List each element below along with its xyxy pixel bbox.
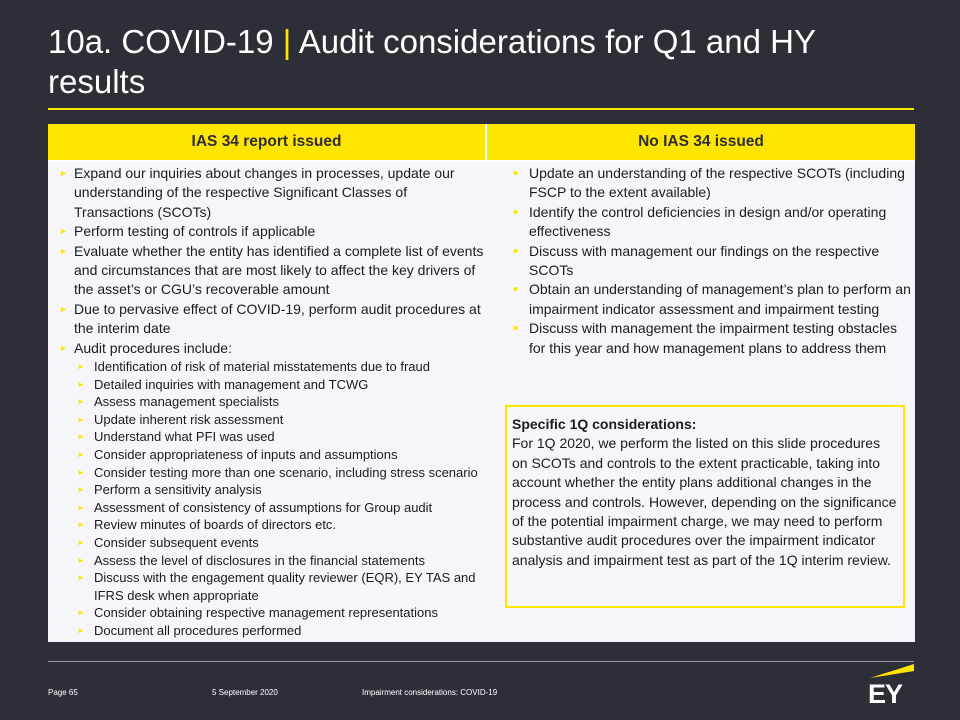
list-item: • Update an understanding of the respective SCOTs (including FSCP to the extent available) (511, 164, 911, 203)
list-item: ► Due to pervasive effect of COVID-19, perform audit procedures at the interim date (58, 300, 488, 339)
list-item-audit-procedures (58, 339, 488, 640)
specific-1q-considerations-box (505, 405, 905, 608)
left-bullet-list (58, 164, 488, 640)
list-item: ► Expand our inquiries about changes in processes, update our understanding of the respective Significant Classes of Transactions (SCOTs) (58, 164, 488, 222)
list-item: • Identify the control deficiencies in design and/or operating effectiveness (511, 203, 911, 242)
logo-beam-icon (870, 664, 914, 678)
sub-list-item: ► Perform a sensitivity analysis (74, 481, 488, 499)
logo-text: EY (868, 679, 903, 709)
list-item: ► Evaluate whether the entity has identified a complete list of events and circumstances that are most likely to affect the key drivers of the asset’s or CGU’s recoverable amount (58, 242, 488, 300)
right-bullet-list (511, 164, 911, 358)
title-separator: | (282, 23, 292, 60)
sub-list-item: ► Document all procedures performed (74, 622, 488, 640)
right-column-header: No IAS 34 issued (487, 124, 915, 160)
footer-topic: Impairment considerations: COVID-19 (362, 688, 498, 697)
sub-list-item: ► Update inherent risk assessment (74, 411, 488, 429)
left-column-header: IAS 34 report issued (48, 124, 485, 160)
sub-list-item: ► Consider obtaining respective management representations (74, 604, 488, 622)
list-item: • Discuss with management our findings on the respective SCOTs (511, 242, 911, 281)
sub-list-item: ► Identification of risk of material misstatements due to fraud (74, 358, 488, 376)
note-body: For 1Q 2020, we perform the listed on this slide procedures on SCOTs and controls to the extent practicable, taking into account whether the entity plans additional changes in the process and controls. However, depending on the significance of the potential impairment charge, we may need to perform substantive audit procedures over the impairment indicator analysis and impairment test as part of the 1Q interim review. (512, 435, 897, 568)
sub-list-item: ► Detailed inquiries with management and TCWG (74, 376, 488, 394)
title-main: Audit considerations for Q1 and HY results (48, 23, 816, 100)
sub-list-item: ► Assess management specialists (74, 393, 488, 411)
list-item: • Obtain an understanding of management’s plan to perform an impairment indicator assessment and impairment testing (511, 280, 911, 319)
footer-divider (48, 661, 914, 662)
footer-page-number: Page 65 (48, 688, 78, 697)
list-item: ► Perform testing of controls if applicable (58, 222, 488, 241)
footer-date: 5 September 2020 (212, 688, 278, 697)
audit-procedures-label: Audit procedures include: (74, 339, 232, 356)
sub-list-item: ► Assess the level of disclosures in the financial statements (74, 552, 488, 570)
title-prefix: 10a. COVID-19 (48, 23, 274, 60)
note-title: Specific 1Q considerations: (512, 416, 697, 432)
sub-list-item: ► Understand what PFI was used (74, 428, 488, 446)
list-item: • Discuss with management the impairment testing obstacles for this year and how management plans to address them (511, 319, 911, 358)
content-panel (48, 124, 915, 642)
sub-list-item: ► Discuss with the engagement quality reviewer (EQR), EY TAS and IFRS desk when appropriate (74, 569, 488, 604)
ey-logo-icon (866, 664, 914, 710)
title-underline (48, 108, 914, 110)
sub-list-item: ► Assessment of consistency of assumptions for Group audit (74, 499, 488, 517)
slide-title (48, 22, 918, 102)
audit-procedures-list (74, 358, 488, 640)
sub-list-item: ► Consider appropriateness of inputs and assumptions (74, 446, 488, 464)
sub-list-item: ► Consider testing more than one scenario, including stress scenario (74, 464, 488, 482)
sub-list-item: ► Review minutes of boards of directors etc. (74, 516, 488, 534)
sub-list-item: ► Consider subsequent events (74, 534, 488, 552)
